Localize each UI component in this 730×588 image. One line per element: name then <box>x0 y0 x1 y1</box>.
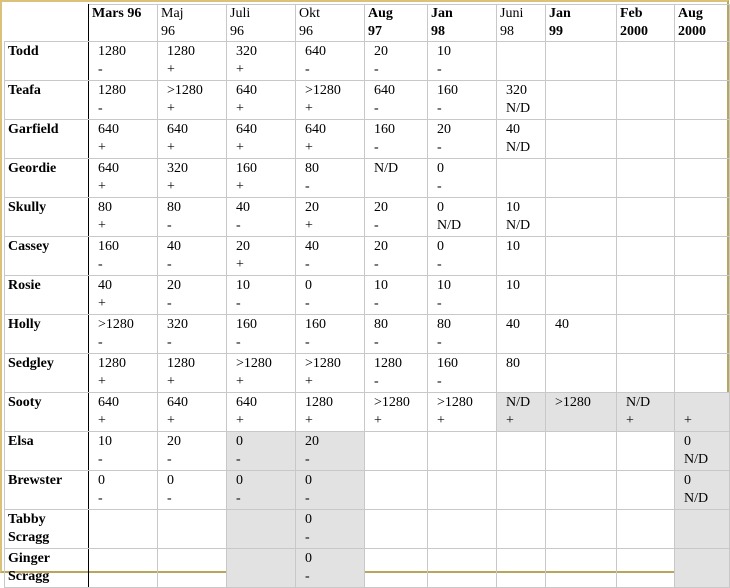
column-header: Juni 98 <box>497 5 546 42</box>
table-cell <box>617 432 675 471</box>
table-cell: 0 - <box>296 549 365 588</box>
table-cell: 640 + <box>158 393 227 432</box>
table-cell: 0 - <box>428 237 497 276</box>
table-cell: 80 - <box>365 315 428 354</box>
table-cell <box>428 432 497 471</box>
table-cell <box>675 315 730 354</box>
table-cell: 40 + <box>89 276 158 315</box>
table-cell: 80 + <box>89 198 158 237</box>
table-cell: 20 + <box>227 237 296 276</box>
table-cell: >1280 + <box>158 81 227 120</box>
table-cell <box>617 81 675 120</box>
table-cell: 0 N/D <box>675 471 730 510</box>
table-cell <box>546 42 617 81</box>
table-cell <box>675 354 730 393</box>
table-cell <box>428 510 497 549</box>
table-cell <box>675 510 730 549</box>
table-row <box>5 510 730 549</box>
table-cell: 10 - <box>428 42 497 81</box>
table-cell <box>617 471 675 510</box>
table-cell <box>497 42 546 81</box>
row-name: Sooty <box>5 393 89 432</box>
table-cell <box>675 198 730 237</box>
table-cell: 20 - <box>158 432 227 471</box>
table-cell: 80 - <box>428 315 497 354</box>
table-cell <box>158 549 227 588</box>
row-name: Todd <box>5 42 89 81</box>
table-cell: 10 <box>497 237 546 276</box>
table-cell: 20 - <box>428 120 497 159</box>
column-header: Okt 96 <box>296 5 365 42</box>
table-cell <box>546 237 617 276</box>
table-cell: 40 N/D <box>497 120 546 159</box>
table-cell <box>497 471 546 510</box>
table-cell: 40 <box>546 315 617 354</box>
table-cell: 160 - <box>227 315 296 354</box>
table-cell: >1280 + <box>428 393 497 432</box>
table-cell: N/D + <box>497 393 546 432</box>
table-cell <box>428 471 497 510</box>
table-cell <box>675 42 730 81</box>
table-cell: 640 + <box>89 393 158 432</box>
table-cell: 20 - <box>365 237 428 276</box>
table-cell: 40 <box>497 315 546 354</box>
table-cell <box>617 120 675 159</box>
table-cell <box>546 81 617 120</box>
column-header: Juli 96 <box>227 5 296 42</box>
table-cell: 0 N/D <box>428 198 497 237</box>
table-row <box>5 276 730 315</box>
table-cell <box>497 510 546 549</box>
column-header: Jan 98 <box>428 5 497 42</box>
column-header: Mars 96 <box>89 5 158 42</box>
table-cell <box>675 120 730 159</box>
table-row <box>5 315 730 354</box>
table-cell <box>617 315 675 354</box>
table-cell: 640 + <box>227 120 296 159</box>
table-cell <box>675 81 730 120</box>
table-body <box>5 42 730 588</box>
table-cell <box>617 276 675 315</box>
table-cell <box>89 549 158 588</box>
table-cell: 1280 + <box>89 354 158 393</box>
table-cell: 640 + <box>296 120 365 159</box>
table-cell: >1280 + <box>365 393 428 432</box>
table-cell: 1280 - <box>89 42 158 81</box>
table-cell: 320 + <box>158 159 227 198</box>
table-cell <box>675 159 730 198</box>
table-cell <box>546 198 617 237</box>
table-cell: 320 N/D <box>497 81 546 120</box>
table-cell <box>497 159 546 198</box>
header-row <box>5 5 730 42</box>
table-cell <box>497 432 546 471</box>
table-cell: 160 - <box>428 81 497 120</box>
table-cell: 160 + <box>227 159 296 198</box>
table-cell: >1280 - <box>89 315 158 354</box>
table-row <box>5 432 730 471</box>
table-cell <box>546 159 617 198</box>
table-cell: 160 - <box>89 237 158 276</box>
table-row <box>5 354 730 393</box>
table-cell: N/D + <box>617 393 675 432</box>
table-cell: 10 - <box>428 276 497 315</box>
table-cell: 1280 + <box>158 354 227 393</box>
table-cell: >1280 + <box>227 354 296 393</box>
table-cell: 40 - <box>227 198 296 237</box>
table-cell: 640 + <box>89 159 158 198</box>
table-cell <box>365 432 428 471</box>
table-cell: 640 + <box>227 81 296 120</box>
table-cell <box>497 549 546 588</box>
table-row <box>5 549 730 588</box>
table-cell: 20 - <box>296 432 365 471</box>
table-cell: 10 <box>497 276 546 315</box>
table-cell <box>546 276 617 315</box>
table-cell: 320 - <box>158 315 227 354</box>
table-cell <box>617 159 675 198</box>
table-cell: 10 - <box>365 276 428 315</box>
table-cell: 80 - <box>296 159 365 198</box>
table-cell: 640 - <box>296 42 365 81</box>
row-name: Rosie <box>5 276 89 315</box>
column-header: Feb 2000 <box>617 5 675 42</box>
table-cell <box>675 276 730 315</box>
table-cell: 10 - <box>89 432 158 471</box>
table-cell <box>546 549 617 588</box>
corner-cell <box>5 5 89 42</box>
table-row <box>5 471 730 510</box>
table-cell: 0 - <box>296 471 365 510</box>
table-cell <box>617 510 675 549</box>
table-cell <box>617 198 675 237</box>
table-cell <box>428 549 497 588</box>
table-cell <box>675 237 730 276</box>
table-cell: >1280 + <box>296 354 365 393</box>
table-cell: + <box>675 393 730 432</box>
table-cell: >1280 <box>546 393 617 432</box>
row-name: Elsa <box>5 432 89 471</box>
table-row <box>5 42 730 81</box>
column-header: Maj 96 <box>158 5 227 42</box>
row-name: Garfield <box>5 120 89 159</box>
table-cell <box>546 432 617 471</box>
table-cell: 1280 + <box>296 393 365 432</box>
table-cell <box>227 549 296 588</box>
column-header: Aug 97 <box>365 5 428 42</box>
table-cell: 0 - <box>227 471 296 510</box>
table-cell <box>617 42 675 81</box>
table-cell: 80 - <box>158 198 227 237</box>
table-cell: 20 - <box>158 276 227 315</box>
table-row <box>5 393 730 432</box>
table-cell: 160 - <box>365 120 428 159</box>
row-name: Geordie <box>5 159 89 198</box>
table-cell: N/D <box>365 159 428 198</box>
table-cell: 1280 + <box>158 42 227 81</box>
table-cell: 320 + <box>227 42 296 81</box>
table-row <box>5 159 730 198</box>
table-cell: 40 - <box>158 237 227 276</box>
table-cell <box>617 549 675 588</box>
row-name: Tabby Scragg <box>5 510 89 549</box>
table-cell <box>365 549 428 588</box>
titer-table <box>4 4 730 588</box>
table-cell <box>89 510 158 549</box>
table-cell: 640 + <box>158 120 227 159</box>
row-name: Teafa <box>5 81 89 120</box>
table-cell: 10 - <box>227 276 296 315</box>
table-cell: 1280 - <box>89 81 158 120</box>
table-cell: 20 + <box>296 198 365 237</box>
row-name: Skully <box>5 198 89 237</box>
table-cell: 0 N/D <box>675 432 730 471</box>
table-cell: 160 - <box>428 354 497 393</box>
table-cell: 0 - <box>428 159 497 198</box>
table-cell <box>546 471 617 510</box>
table-row <box>5 237 730 276</box>
column-header: Jan 99 <box>546 5 617 42</box>
table-cell: 640 + <box>227 393 296 432</box>
table-cell: 10 N/D <box>497 198 546 237</box>
row-name: Cassey <box>5 237 89 276</box>
table-cell: 20 - <box>365 42 428 81</box>
row-name: Brewster <box>5 471 89 510</box>
table-cell: >1280 + <box>296 81 365 120</box>
table-cell <box>546 354 617 393</box>
table-cell <box>158 510 227 549</box>
table-cell <box>365 510 428 549</box>
row-name: Ginger Scragg <box>5 549 89 588</box>
table-cell <box>546 120 617 159</box>
table-cell <box>365 471 428 510</box>
table-row <box>5 198 730 237</box>
table-cell: 0 - <box>296 510 365 549</box>
table-row <box>5 120 730 159</box>
table-cell: 20 - <box>365 198 428 237</box>
table-cell: 160 - <box>296 315 365 354</box>
table-cell: 640 + <box>89 120 158 159</box>
table-row <box>5 81 730 120</box>
table-cell: 0 - <box>89 471 158 510</box>
table-cell: 0 - <box>158 471 227 510</box>
table-cell <box>617 354 675 393</box>
table-cell <box>617 237 675 276</box>
table-cell: 80 <box>497 354 546 393</box>
table-cell: 0 - <box>227 432 296 471</box>
table-cell: 1280 - <box>365 354 428 393</box>
row-name: Sedgley <box>5 354 89 393</box>
table-cell: 640 - <box>365 81 428 120</box>
table-cell <box>675 549 730 588</box>
row-name: Holly <box>5 315 89 354</box>
table-cell <box>227 510 296 549</box>
column-header: Aug 2000 <box>675 5 730 42</box>
table-cell: 0 - <box>296 276 365 315</box>
table-cell: 40 - <box>296 237 365 276</box>
table-cell <box>546 510 617 549</box>
